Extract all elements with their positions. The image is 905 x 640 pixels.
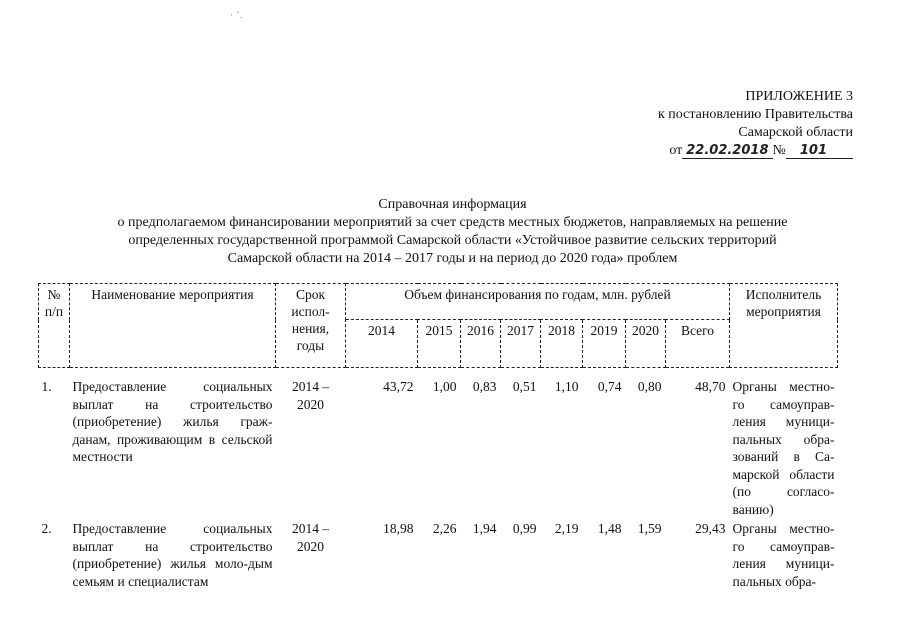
header-term: Срок испол-нения, годы	[276, 284, 346, 368]
header-year: 2014	[346, 320, 418, 368]
scan-mark: · '.	[230, 10, 244, 20]
row-value: 2,26	[432, 521, 457, 536]
appendix-resolution: к постановлению Правительства	[657, 107, 853, 122]
header-year: 2016	[461, 320, 501, 368]
row-value: 43,72	[383, 379, 414, 394]
header-year: 2020	[626, 320, 666, 368]
title-line-1: Справочная информация	[378, 197, 527, 212]
row-num: 2.	[41, 521, 52, 536]
row-value: 18,98	[383, 521, 414, 536]
row-name: Предоставление социальных выплат на строительство (приобретение) жилья граж-данам, проживающим в сельской местности	[72, 379, 273, 464]
appendix-title: ПРИЛОЖЕНИЕ 3	[745, 89, 853, 104]
row-executor: Органы местно-го самоуправ-ления муници-пальных обра-зований в Са-марской области (по согласо-ванию)	[732, 379, 835, 517]
row-value: 0,83	[472, 379, 497, 394]
row-value: 1,48	[597, 521, 622, 536]
header-year: 2019	[583, 320, 626, 368]
row-executor: Органы местно-го самоуправ-ления муници-пальных обра-	[732, 521, 835, 589]
handwritten-number: 101	[786, 143, 853, 159]
table-row	[39, 520, 838, 590]
title-line-2: о предполагаемом финансировании мероприятий за счет средств местных бюджетов, направляемых на решение	[117, 215, 788, 230]
header-name: Наименование мероприятия	[70, 284, 276, 368]
row-value: 0,51	[512, 379, 537, 394]
row-total: 29,43	[695, 521, 726, 536]
handwritten-date: 22.02.2018	[682, 143, 772, 159]
header-total: Всего	[666, 320, 730, 368]
header-executor: Исполнитель мероприятия	[730, 284, 838, 368]
appendix-header	[658, 88, 853, 160]
document-title	[40, 196, 865, 268]
row-value: 1,94	[472, 521, 497, 536]
row-term: 2014 – 2020	[291, 379, 330, 412]
row-value: 1,10	[554, 379, 579, 394]
number-label: №	[772, 143, 786, 158]
financing-table	[38, 283, 838, 590]
appendix-date-line	[658, 142, 853, 160]
row-term: 2014 – 2020	[291, 521, 330, 554]
table-row	[39, 378, 838, 520]
header-year: 2018	[541, 320, 583, 368]
row-value: 1,59	[637, 521, 662, 536]
row-value: 0,80	[637, 379, 662, 394]
row-value: 0,74	[597, 379, 622, 394]
row-value: 0,99	[512, 521, 537, 536]
header-num: № п/п	[39, 284, 70, 368]
row-value: 1,00	[432, 379, 457, 394]
header-year: 2015	[418, 320, 461, 368]
appendix-region: Самарской области	[738, 125, 853, 140]
title-line-3: определенных государственной программой Самарской области «Устойчивое развитие сельских территорий	[128, 233, 777, 248]
row-num: 1.	[41, 379, 52, 394]
title-line-4: Самарской области на 2014 – 2017 годы и на период до 2020 года» проблем	[227, 251, 678, 266]
row-name: Предоставление социальных выплат на строительство (приобретение) жилья моло-дым семьям и специалистам	[72, 521, 273, 589]
row-value: 2,19	[554, 521, 579, 536]
row-total: 48,70	[695, 379, 726, 394]
header-year: 2017	[501, 320, 541, 368]
header-financing: Объем финансирования по годам, млн. рублей	[346, 284, 730, 320]
from-label: от	[669, 143, 683, 158]
